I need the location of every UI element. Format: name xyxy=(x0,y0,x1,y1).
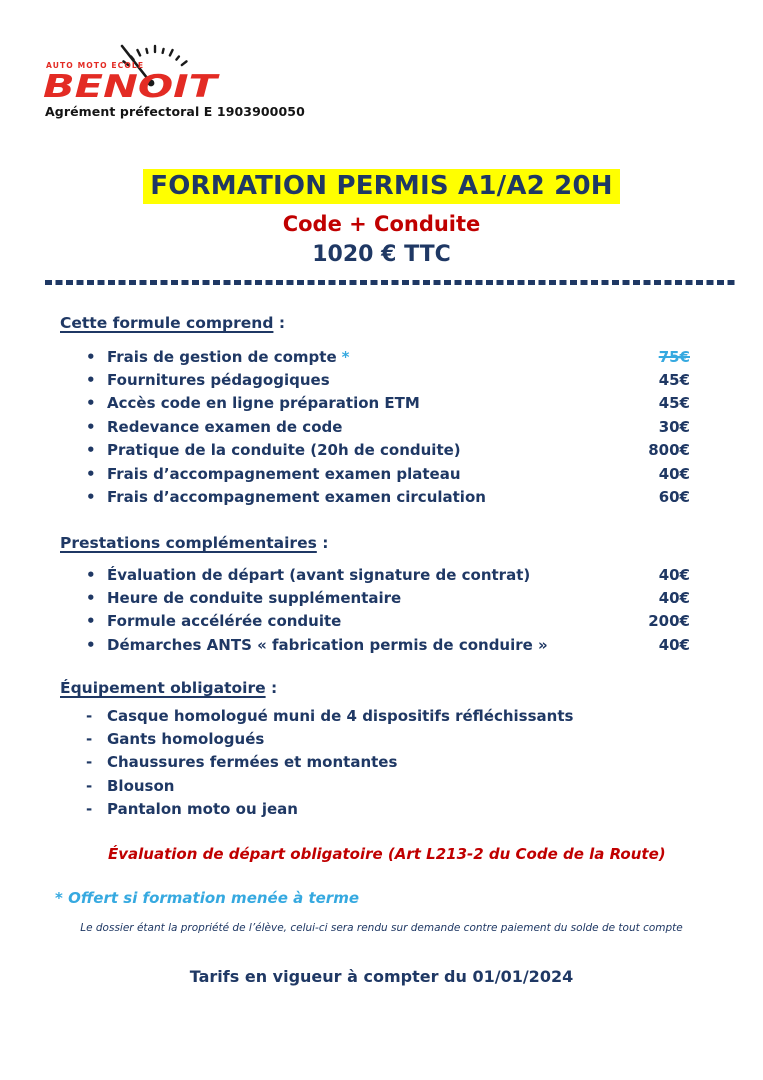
section-heading-equipement: Équipement obligatoire : xyxy=(60,679,278,697)
bullet-marker: • xyxy=(86,589,96,608)
item-label: Chaussures fermées et montantes xyxy=(107,753,398,772)
item-label: Redevance examen de code xyxy=(107,417,343,436)
dash-marker: - xyxy=(86,753,93,772)
list-item xyxy=(86,774,606,797)
item-price: 800€ xyxy=(648,441,690,460)
equipment-list xyxy=(86,704,606,821)
item-label: Fournitures pédagogiques xyxy=(107,371,330,390)
price-row xyxy=(86,485,690,508)
bullet-marker: • xyxy=(86,394,96,413)
dash-marker: - xyxy=(86,800,93,819)
driving-school-logo xyxy=(43,38,221,102)
item-label: Pantalon moto ou jean xyxy=(107,800,298,819)
file-ownership-note: Le dossier étant la propriété de l’élève, celui-ci sera rendu sur demande contre paiement du solde de tout compte xyxy=(80,922,683,934)
logo-tagline: AUTO MOTO ECOLE xyxy=(46,61,145,70)
item-label: Casque homologué muni de 4 dispositifs réfléchissants xyxy=(107,706,574,725)
bullet-marker: • xyxy=(86,441,96,460)
item-price: 45€ xyxy=(658,371,690,390)
bullet-marker: • xyxy=(86,371,96,390)
item-price: 60€ xyxy=(658,488,690,507)
bullet-marker: • xyxy=(86,612,96,631)
item-label: Frais d’accompagnement examen circulation xyxy=(107,488,486,507)
page-subtitle: Code + Conduite xyxy=(282,212,481,236)
item-label: Heure de conduite supplémentaire xyxy=(107,589,402,608)
item-label: Formule accélérée conduite xyxy=(107,612,342,631)
item-label: Frais de gestion de compte * xyxy=(107,347,350,366)
price-row xyxy=(86,563,690,586)
dashed-divider xyxy=(45,280,738,285)
item-label: Frais d’accompagnement examen plateau xyxy=(107,464,461,483)
item-label: Pratique de la conduite (20h de conduite) xyxy=(107,441,461,460)
item-price: 40€ xyxy=(658,635,690,654)
item-label: Évaluation de départ (avant signature de contrat) xyxy=(107,565,531,584)
total-price: 1020 € TTC xyxy=(312,242,451,267)
item-label: Gants homologués xyxy=(107,730,265,749)
list-item xyxy=(86,727,606,750)
bullet-marker: • xyxy=(86,635,96,654)
bullet-marker: • xyxy=(86,417,96,436)
bullet-marker: • xyxy=(86,488,96,507)
subtitle-band xyxy=(0,212,763,236)
list-item xyxy=(86,751,606,774)
dash-marker: - xyxy=(86,776,93,795)
evaluation-note: Évaluation de départ obligatoire (Art L213-2 du Code de la Route) xyxy=(108,845,666,863)
price-row xyxy=(86,392,690,415)
dash-marker: - xyxy=(86,706,93,725)
price-row xyxy=(86,439,690,462)
price-row xyxy=(86,586,690,609)
section-heading-prestations: Prestations complémentaires : xyxy=(60,534,329,552)
offered-footnote: * Offert si formation menée à terme xyxy=(55,889,359,907)
price-row xyxy=(86,610,690,633)
bullet-marker: • xyxy=(86,347,96,366)
item-price: 30€ xyxy=(658,417,690,436)
price-row xyxy=(86,345,690,368)
tariffs-effective-date: Tarifs en vigueur à compter du 01/01/2024 xyxy=(189,967,574,986)
price-row xyxy=(86,415,690,438)
item-price: 45€ xyxy=(658,394,690,413)
item-label: Démarches ANTS « fabrication permis de conduire » xyxy=(107,635,548,654)
list-item xyxy=(86,798,606,821)
item-label: Accès code en ligne préparation ETM xyxy=(107,394,420,413)
prefectoral-agreement-text: Agrément préfectoral E 1903900050 xyxy=(45,104,305,119)
title-band xyxy=(0,169,763,204)
logo-brand-text: BENOIT xyxy=(43,69,221,102)
item-price: 40€ xyxy=(658,589,690,608)
item-price-struck: 75€ xyxy=(658,347,690,366)
price-band xyxy=(0,242,763,267)
page-title: FORMATION PERMIS A1/A2 20H xyxy=(143,169,619,204)
price-row xyxy=(86,368,690,391)
list-item xyxy=(86,704,606,727)
section-heading-formule: Cette formule comprend : xyxy=(60,314,286,332)
bullet-marker: • xyxy=(86,464,96,483)
prestations-price-list xyxy=(86,563,690,657)
item-price: 200€ xyxy=(648,612,690,631)
item-price: 40€ xyxy=(658,464,690,483)
price-row xyxy=(86,462,690,485)
item-price: 40€ xyxy=(658,565,690,584)
item-label: Blouson xyxy=(107,776,175,795)
price-row xyxy=(86,633,690,656)
formule-price-list xyxy=(86,345,690,509)
bullet-marker: • xyxy=(86,565,96,584)
dash-marker: - xyxy=(86,730,93,749)
footnote-asterisk: * xyxy=(341,347,350,366)
